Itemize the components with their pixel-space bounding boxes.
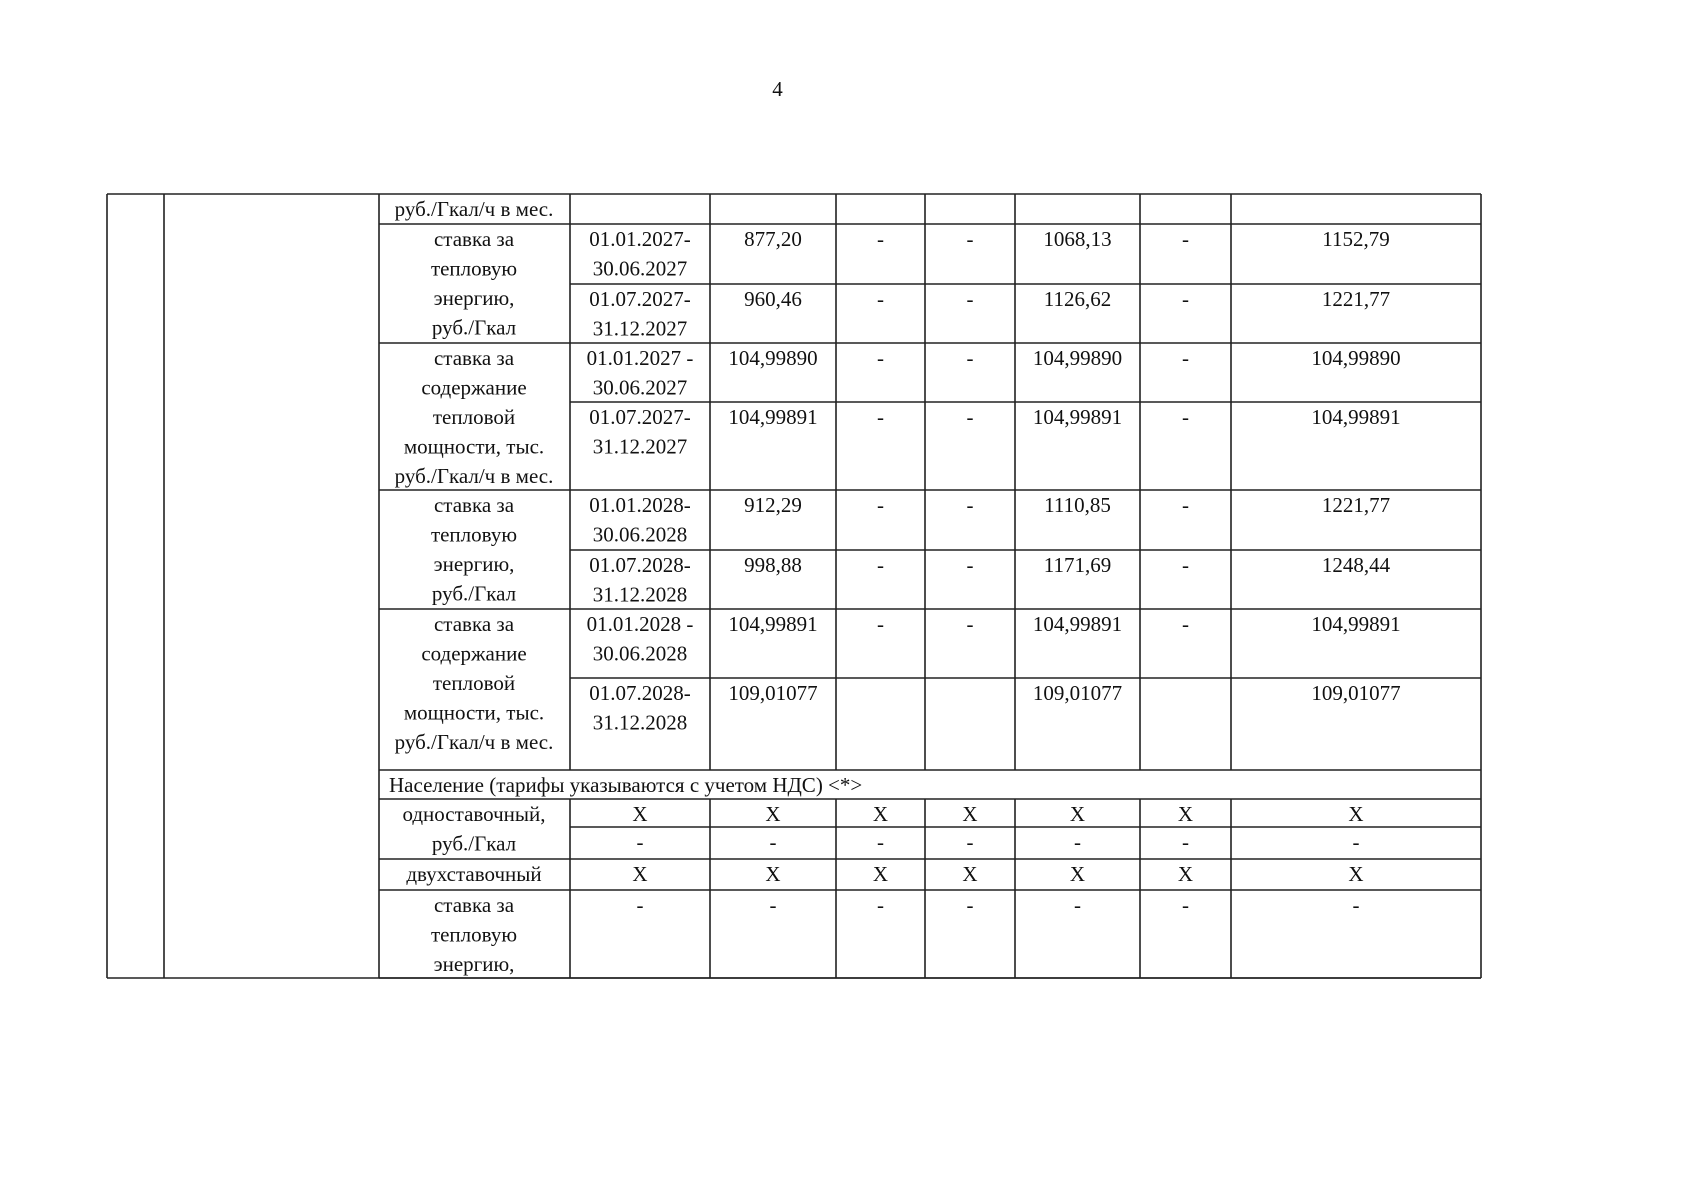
row-label-text: тепловой: [432, 671, 516, 695]
population-value: X: [1348, 862, 1364, 886]
tariff-value: 1248,44: [1321, 553, 1391, 577]
row-label-text: тепловую: [430, 256, 518, 281]
tariff-value: 104,99891: [1032, 612, 1123, 636]
tariff-value: 104,99891: [1032, 405, 1123, 429]
population-value: -: [877, 830, 884, 854]
population-value: -: [1182, 893, 1189, 917]
population-label-text: энергию,: [433, 952, 515, 976]
population-value: X: [1069, 862, 1086, 886]
period-date-text: 01.01.2027 -: [586, 346, 694, 370]
row-label-text: руб./Гкал: [431, 581, 517, 606]
row-label-text: мощности, тыс.: [403, 700, 545, 725]
period-date-text: 01.07.2028-: [589, 553, 691, 577]
tariff-value: -: [877, 612, 884, 636]
tariff-value: -: [877, 493, 884, 517]
tariff-value: 109,01077: [1032, 681, 1123, 705]
tariff-value: -: [1182, 493, 1189, 517]
population-value: X: [1069, 802, 1086, 826]
tariff-value: 104,99890: [728, 346, 818, 370]
row-label-text: руб./Гкал/ч в мес.: [394, 197, 554, 221]
tariff-value: -: [1182, 553, 1189, 577]
tariff-value: -: [1182, 612, 1189, 636]
population-value: X: [1177, 862, 1194, 886]
tariff-value: 912,29: [744, 493, 802, 517]
tariff-value: -: [966, 553, 974, 577]
population-value: -: [1182, 830, 1189, 854]
population-value: -: [636, 893, 644, 917]
tariff-value: -: [877, 553, 884, 577]
period-date-text: 01.07.2028-: [589, 681, 691, 705]
population-value: -: [877, 893, 884, 917]
period-date-text: 01.07.2027-: [589, 405, 691, 429]
tariff-value: 1221,77: [1321, 287, 1391, 311]
tariff-value: -: [966, 612, 974, 636]
tariff-value: -: [966, 346, 974, 370]
tariff-value: -: [877, 287, 884, 311]
period-date-text: 01.01.2027-: [589, 227, 691, 251]
tariff-value: 104,99890: [1032, 346, 1123, 370]
tariff-value: -: [966, 405, 974, 429]
period-date-text: 30.06.2027: [592, 256, 688, 281]
tariff-value: -: [877, 405, 884, 429]
population-value: X: [1348, 802, 1364, 826]
period-date-text: 01.01.2028 -: [586, 612, 694, 636]
period-date-text: 30.06.2027: [592, 375, 688, 400]
tariff-value: 1152,79: [1322, 227, 1390, 251]
population-value: X: [765, 802, 781, 826]
population-value: X: [765, 862, 781, 886]
population-value: -: [966, 830, 974, 854]
tariff-value: 1221,77: [1321, 493, 1391, 517]
row-label-text: ставка за: [433, 493, 515, 517]
row-label-text: ставка за: [433, 227, 515, 251]
row-label-text: ставка за: [433, 612, 515, 636]
population-label-text: ставка за: [433, 893, 515, 917]
tariff-value: 104,99891: [728, 405, 818, 429]
row-label-text: руб./Гкал: [431, 315, 517, 340]
tariff-value: 104,99891: [1311, 612, 1401, 636]
page-number: 4: [772, 77, 783, 101]
population-label-text: руб./Гкал: [431, 831, 517, 856]
row-label-text: ставка за: [433, 346, 515, 370]
tariff-value: -: [1182, 287, 1189, 311]
population-value: X: [872, 862, 889, 886]
period-date-text: 31.12.2027: [592, 434, 688, 459]
tariff-value: -: [1182, 346, 1189, 370]
row-label-text: содержание: [421, 641, 527, 666]
period-date-text: 31.12.2028: [592, 710, 688, 735]
population-label-text: одноставочный,: [402, 802, 546, 826]
population-value: -: [636, 830, 644, 854]
population-value: -: [1352, 830, 1360, 854]
tariff-value: -: [966, 227, 974, 251]
row-label-text: руб./Гкал/ч в мес.: [394, 464, 554, 488]
population-value: X: [632, 802, 648, 826]
tariff-value: 877,20: [744, 227, 802, 251]
tariff-value: -: [877, 227, 884, 251]
population-value: X: [962, 862, 978, 886]
row-label-text: мощности, тыс.: [403, 434, 545, 459]
population-value: -: [1074, 830, 1081, 854]
row-label-text: руб./Гкал/ч в мес.: [394, 730, 554, 754]
period-date-text: 30.06.2028: [592, 522, 688, 547]
tariff-value: 104,99891: [1311, 405, 1401, 429]
tariff-value: 109,01077: [728, 681, 818, 705]
period-date-text: 31.12.2027: [592, 316, 688, 341]
tariff-value: 1068,13: [1043, 227, 1112, 251]
population-header: Население (тарифы указываются с учетом НДС) <*>: [389, 773, 863, 797]
tariff-value: 1171,69: [1043, 553, 1112, 577]
tariff-value: 960,46: [744, 287, 802, 311]
row-label-text: энергию,: [433, 286, 515, 310]
row-label-text: содержание: [421, 375, 527, 400]
population-value: X: [872, 802, 889, 826]
period-date-text: 31.12.2028: [592, 582, 688, 607]
tariff-value: -: [1182, 227, 1189, 251]
population-value: -: [769, 830, 777, 854]
population-value: -: [1074, 893, 1081, 917]
row-label-text: энергию,: [433, 552, 515, 576]
tariff-value: -: [966, 287, 974, 311]
tariff-value: 998,88: [744, 553, 802, 577]
tariff-value: 1110,85: [1044, 493, 1111, 517]
tariff-value: 104,99890: [1311, 346, 1401, 370]
population-value: X: [962, 802, 978, 826]
tariff-value: -: [1182, 405, 1189, 429]
population-value: X: [1177, 802, 1194, 826]
period-date-text: 30.06.2028: [592, 641, 688, 666]
row-label-text: тепловую: [430, 522, 518, 547]
population-label-text: двухставочный: [406, 862, 542, 886]
population-label-text: тепловую: [430, 922, 518, 947]
tariff-value: 109,01077: [1311, 681, 1401, 705]
row-label-text: тепловой: [432, 405, 516, 429]
tariff-value: -: [966, 493, 974, 517]
period-date-text: 01.07.2027-: [589, 287, 691, 311]
period-date-text: 01.01.2028-: [589, 493, 691, 517]
population-value: -: [769, 893, 777, 917]
tariff-value: -: [877, 346, 884, 370]
population-value: -: [966, 893, 974, 917]
population-value: -: [1352, 893, 1360, 917]
population-value: X: [632, 862, 648, 886]
tariff-value: 104,99891: [728, 612, 818, 636]
tariff-value: 1126,62: [1043, 287, 1112, 311]
